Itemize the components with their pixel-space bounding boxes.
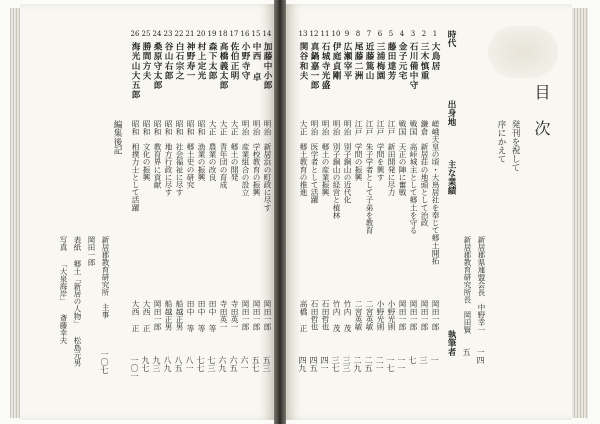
- preface-author: 新居郡教育研究所長 岡田賢: [463, 236, 472, 334]
- page-ref: 三七: [331, 356, 340, 372]
- page-ref: 四九: [298, 356, 307, 372]
- person-name: 勝間方夫: [141, 42, 151, 81]
- person-name: 森下太郎: [207, 42, 217, 81]
- writer-name: 岡田一郎: [398, 300, 407, 331]
- writer-name: 寺田英一: [230, 300, 239, 331]
- row-number: 4: [399, 30, 405, 38]
- person-name: 広瀬宰平: [342, 42, 352, 81]
- person-name: 大鳥居: [430, 42, 440, 71]
- person-name: 尾藤二洲: [353, 42, 363, 81]
- person-detail: 明治 医学者として活躍: [310, 120, 319, 204]
- person-name: 金子元宅: [397, 42, 407, 81]
- person-detail: 大正 農業の改良: [208, 120, 217, 181]
- column-header-writer: 執筆者: [446, 330, 456, 356]
- person-name: 加藤中小郎: [262, 42, 272, 90]
- row-number: 25: [141, 30, 151, 38]
- writer-name: 岡田一郎: [431, 300, 440, 331]
- person-detail: 明治 新居浜の町政に尽す: [263, 120, 272, 212]
- page-ref: 三: [419, 356, 428, 364]
- writer-name: 田中 等: [208, 300, 217, 332]
- row-number: 12: [309, 30, 319, 38]
- person-name: 神野寿一: [185, 42, 195, 81]
- page-ref: 六一: [240, 356, 249, 372]
- afterword-label: 編集後記: [112, 120, 122, 155]
- row-number: 23: [163, 30, 173, 38]
- page-ref: 一: [430, 356, 439, 364]
- writer-name: 岡田一郎: [252, 300, 261, 331]
- page-ref: 五: [462, 348, 471, 356]
- writer-name: 石田哲也: [321, 300, 330, 331]
- column-header-era: 時代: [446, 30, 456, 48]
- row-number: 16: [240, 30, 250, 38]
- afterword-writer: 岡田一郎: [87, 236, 96, 266]
- writer-name: 竹内 茂: [343, 300, 352, 332]
- column-header-area: 出身地: [446, 100, 456, 126]
- person-detail: 昭和 教育界に貢献: [153, 120, 162, 189]
- row-number: 26: [130, 30, 140, 38]
- page-ref: 五三: [262, 356, 271, 372]
- writer-name: 竹内 茂: [332, 300, 341, 332]
- row-number: 8: [355, 30, 361, 38]
- person-detail: 江戸 学問を興す: [376, 120, 385, 181]
- person-detail: 嵯峨天皇の頃・大鳥居社を奉じて郷土開拓: [431, 120, 440, 265]
- person-name: 関谷和夫: [298, 42, 308, 81]
- person-detail: 昭和 郷土史の研究: [186, 120, 195, 189]
- preface-author: 新居郡県連盟会長 中野幸一: [477, 236, 486, 334]
- person-name: 三浦梅園: [375, 42, 385, 81]
- row-number: 11: [320, 30, 330, 38]
- row-number: 10: [331, 30, 341, 38]
- person-detail: 明治 産業組合の設立: [241, 120, 250, 196]
- writer-name: 岡田一郎: [263, 300, 272, 331]
- page-ref: 七: [408, 356, 417, 364]
- row-number: 17: [229, 30, 239, 38]
- book-gutter: [274, 0, 286, 424]
- writer-name: 寺田英一: [219, 300, 228, 331]
- page-ref: 九三: [152, 356, 161, 372]
- writer-name: 石田哲也: [310, 300, 319, 331]
- writer-name: 船越正男: [175, 300, 184, 331]
- person-name: 佐伯正明: [229, 42, 239, 81]
- page-ref: 二五: [364, 356, 373, 372]
- row-number: 19: [207, 30, 217, 38]
- person-detail: 大正 郷土の開発: [230, 120, 239, 181]
- person-name: 中西 卓: [251, 42, 261, 82]
- person-name: 石城寺光盛: [320, 42, 330, 90]
- row-number: 9: [344, 30, 350, 38]
- writer-name: 大西 正: [142, 300, 151, 332]
- page-ref: 九七: [141, 356, 150, 372]
- page-ref: 一一: [397, 356, 406, 372]
- afterword-author: 新居郡教育研究所 主事: [101, 236, 110, 319]
- page-ref: 四五: [309, 356, 318, 372]
- person-name: 桑原守太郎: [152, 42, 162, 90]
- person-detail: 明治 郷土の産業振興: [321, 120, 330, 196]
- page-edge-right: [572, 8, 588, 418]
- page-ref: 六五: [229, 356, 238, 372]
- writer-name: 小野光則: [387, 300, 396, 331]
- page-ref: 一〇七: [100, 350, 109, 374]
- writer-name: 高橋 正: [299, 300, 308, 332]
- preface-item: 序にかえて: [496, 120, 506, 163]
- credit-line: 写真 「大泉海岸」 斎藤幸夫: [59, 236, 68, 344]
- person-name: 海光山大五郎: [130, 42, 140, 100]
- person-name: 近藤篤山: [364, 42, 374, 81]
- row-number: 14: [262, 30, 272, 38]
- row-number: 1: [432, 30, 438, 38]
- row-number: 3: [410, 30, 416, 38]
- person-name: 村上定光: [196, 42, 206, 81]
- row-number: 5: [388, 30, 394, 38]
- page-ref: 一〇一: [130, 356, 139, 380]
- person-name: 小野寺守: [240, 42, 250, 81]
- page-edge-left: [10, 8, 20, 418]
- page-ref: 一四: [476, 348, 485, 364]
- person-detail: 大正 青年団の育成: [219, 120, 228, 189]
- person-name: 谷山右郎: [163, 42, 173, 81]
- writer-name: 大西 正: [131, 300, 140, 332]
- row-number: 6: [377, 30, 383, 38]
- person-detail: 明治 学校教育の振興: [252, 120, 261, 196]
- page-ref: 二九: [353, 356, 362, 372]
- page-ref: 七三: [207, 356, 216, 372]
- writer-name: 岡田一郎: [409, 300, 418, 331]
- person-detail: 昭和 文化の振興: [142, 120, 151, 181]
- person-detail: 江戸 新田開発に尽力: [387, 120, 396, 196]
- row-number: 22: [174, 30, 184, 38]
- writer-name: 小野光則: [376, 300, 385, 331]
- person-name: 石川備中守: [408, 42, 418, 90]
- person-detail: 昭和 漁業の振興: [197, 120, 206, 181]
- writer-name: 田中 等: [186, 300, 195, 332]
- person-name: 藤田達芳: [386, 42, 396, 81]
- page-ref: 八五: [174, 356, 183, 372]
- preface-item: 発刊を祝して: [510, 120, 520, 172]
- faded-stamp: [488, 26, 558, 78]
- person-detail: 明治 別子銅山の経営と植林: [332, 120, 341, 219]
- person-name: 三木慎重: [419, 42, 429, 81]
- writer-name: 船越正男: [164, 300, 173, 331]
- page-ref: 五七: [251, 356, 260, 372]
- person-name: 白石宗之: [174, 42, 184, 81]
- writer-name: 岡田一郎: [420, 300, 429, 331]
- writer-name: 二宮英敏: [354, 300, 363, 331]
- page-ref: 八九: [163, 356, 172, 372]
- row-number: 20: [196, 30, 206, 38]
- row-number: 13: [298, 30, 308, 38]
- credit-line: 表紙 郷土「新居の人物」 松島元男: [73, 236, 82, 367]
- person-detail: 昭和 地方行政に尽す: [164, 120, 173, 196]
- row-number: 24: [152, 30, 162, 38]
- page-title: 目次: [532, 84, 551, 156]
- row-number: 15: [251, 30, 261, 38]
- row-number: 18: [218, 30, 228, 38]
- page-ref: 四一: [320, 356, 329, 372]
- page-ref: 七七: [196, 356, 205, 372]
- person-detail: 大正 郷土教育の推進: [299, 120, 308, 196]
- writer-name: 岡田一郎: [153, 300, 162, 331]
- page-ref: 六九: [218, 356, 227, 372]
- person-name: 高橋義太郎: [218, 42, 228, 90]
- writer-name: 岡田一郎: [241, 300, 250, 331]
- page-ref: 三三: [342, 356, 351, 372]
- row-number: 2: [421, 30, 427, 38]
- person-detail: 戦国 天正の陣に奮戦: [398, 120, 407, 196]
- person-detail: 昭和 相撲力士として活躍: [131, 120, 140, 212]
- person-detail: 江戸 朱子学者として子弟を教育: [365, 120, 374, 234]
- writer-name: 二宮英敏: [365, 300, 374, 331]
- person-detail: 戦国 高峠城主として郷土を守る: [409, 120, 418, 234]
- column-header-field: 主な業績: [446, 160, 456, 195]
- person-detail: 江戸 学問の振興: [354, 120, 363, 181]
- page-ref: 二一: [375, 356, 384, 372]
- row-number: 7: [366, 30, 372, 38]
- page-ref: 八一: [185, 356, 194, 372]
- person-detail: 鎌倉 新居荘の地頭として治政: [420, 120, 429, 227]
- writer-name: 田中 等: [197, 300, 206, 332]
- person-name: 伊庭貞剛: [331, 42, 341, 81]
- person-name: 真鍋嘉一郎: [309, 42, 319, 90]
- person-detail: 昭和 社会福祉に尽す: [175, 120, 184, 196]
- row-number: 21: [185, 30, 195, 38]
- person-detail: 明治 別子銅山の近代化: [343, 120, 352, 204]
- page-ref: 一七: [386, 356, 395, 372]
